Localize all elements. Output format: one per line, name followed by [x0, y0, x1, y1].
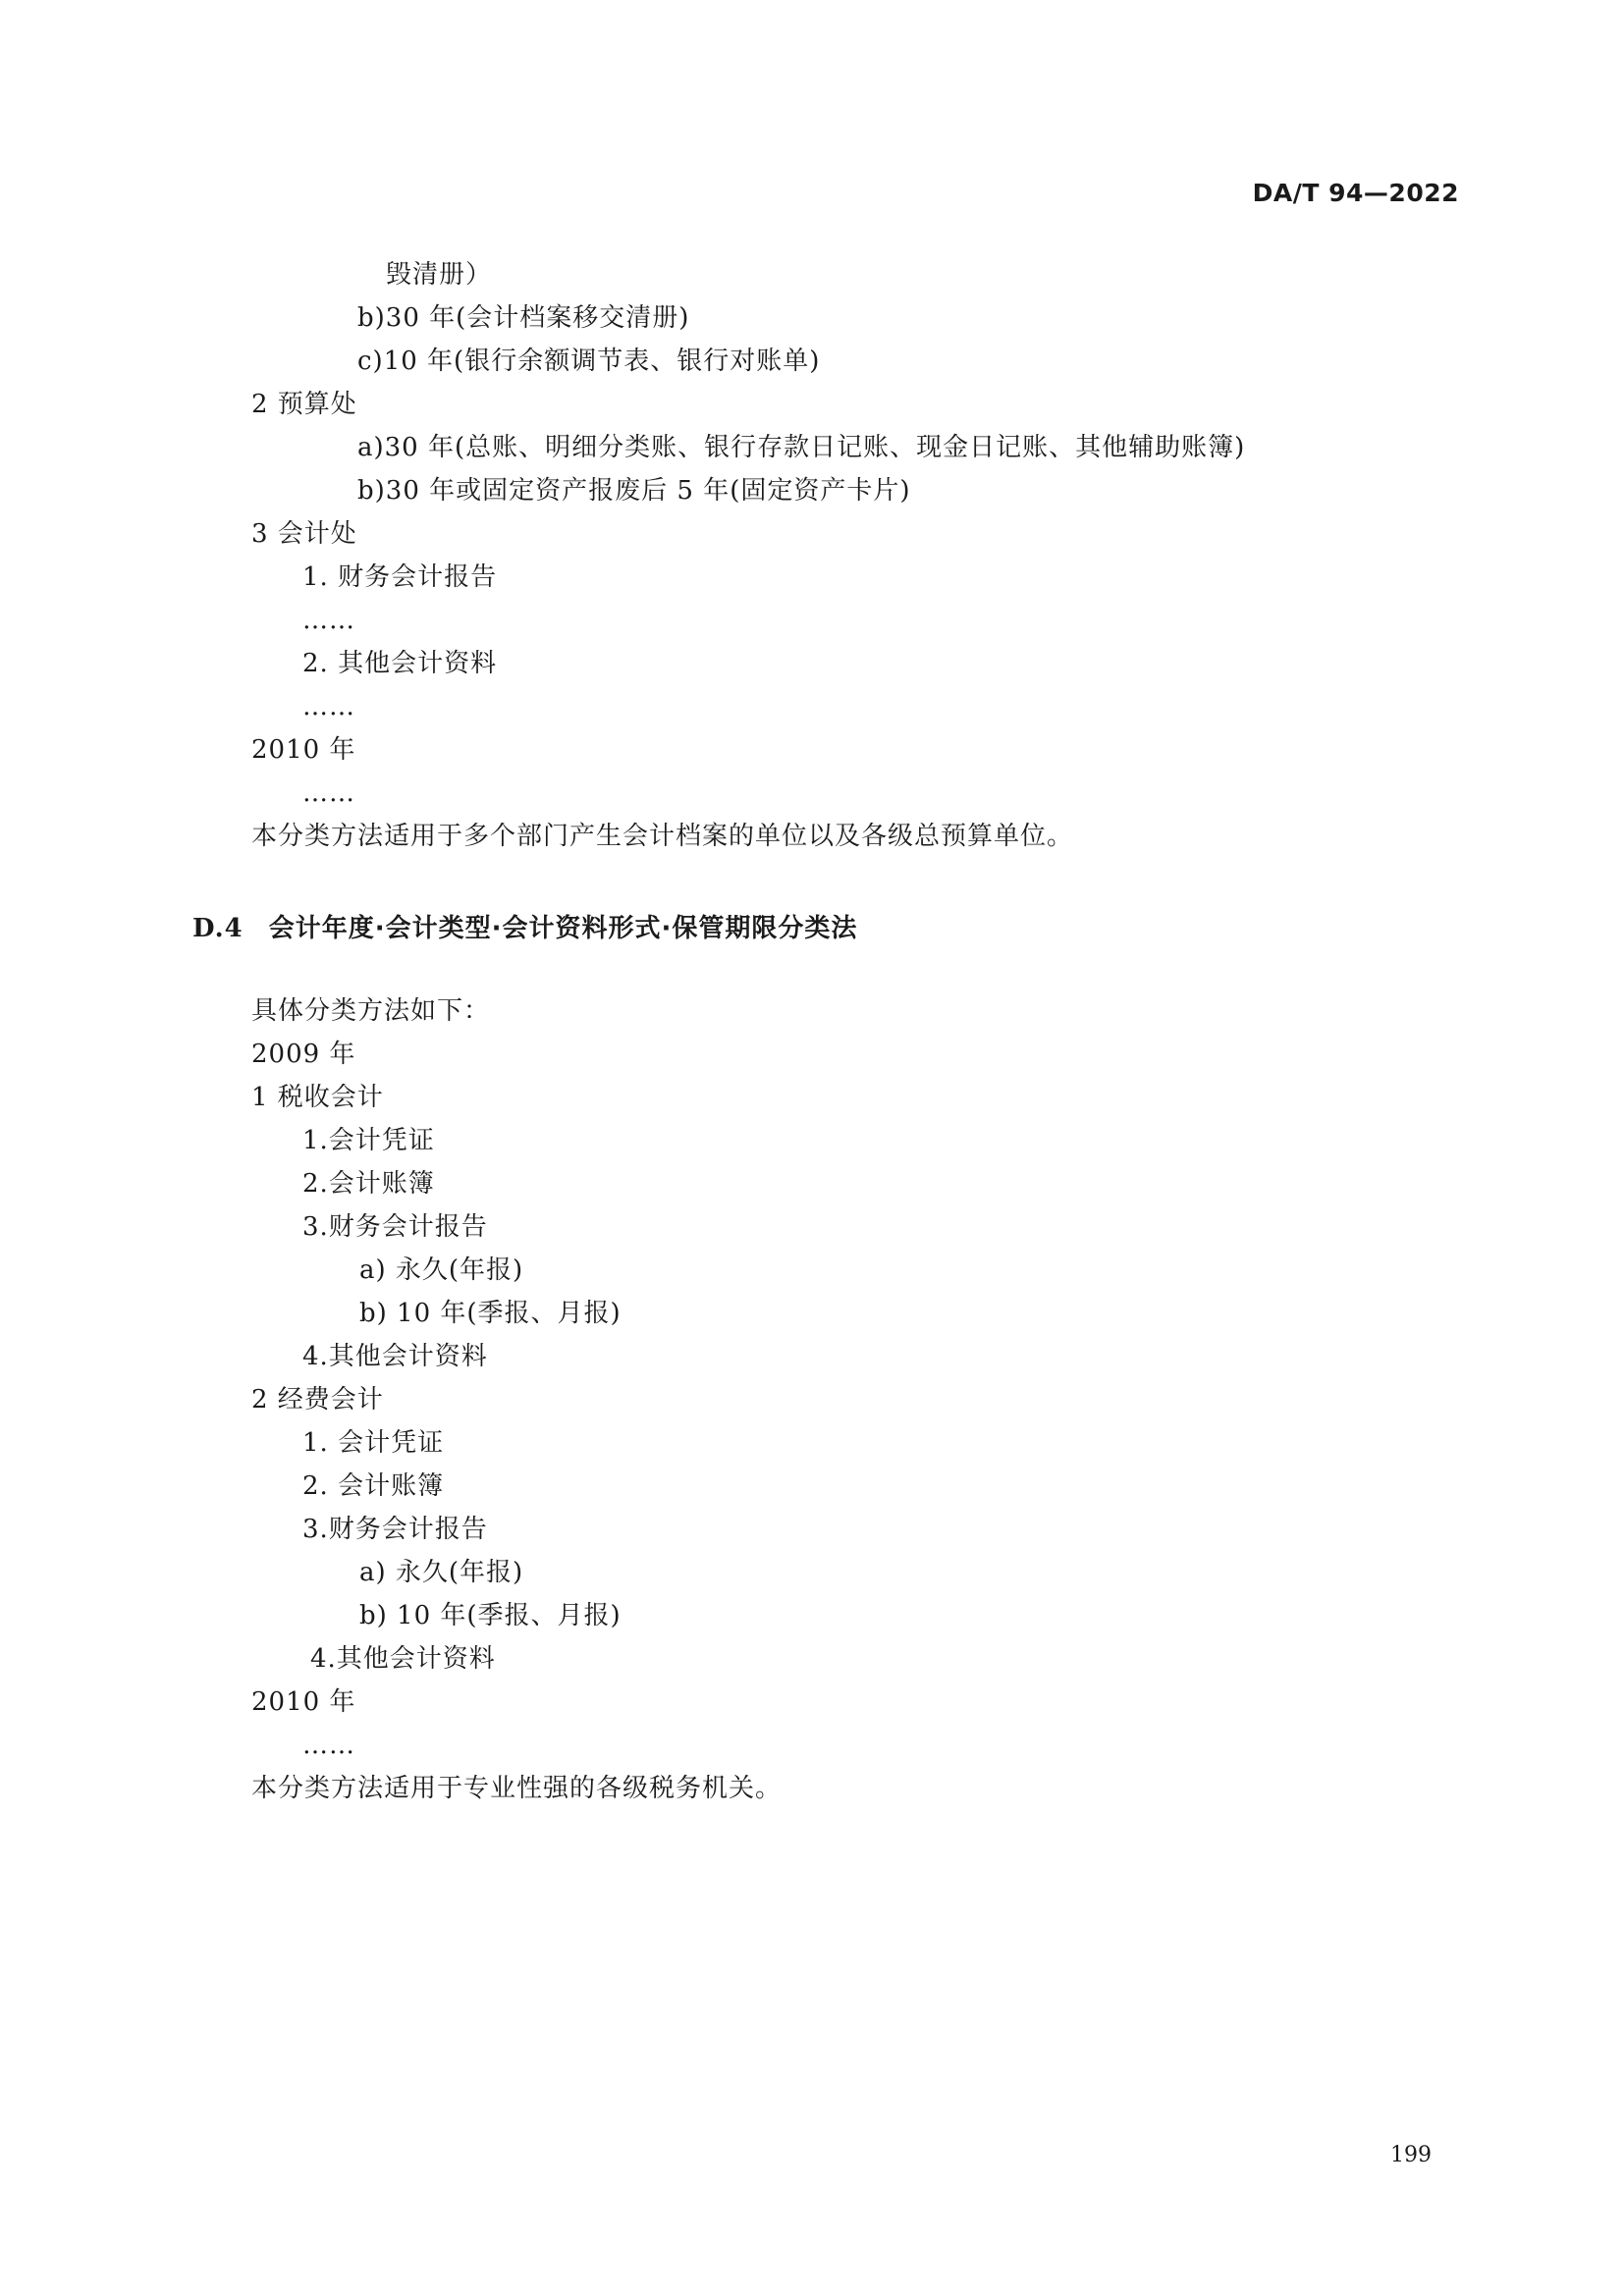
text-line: b) 10 年(季报、月报)	[359, 1601, 622, 1630]
text-line: b)30 年(会计档案移交清册)	[357, 303, 690, 333]
section-title: 会计年度·会计类型·会计资料形式·保管期限分类法	[268, 914, 858, 943]
text-line: 1.会计凭证	[302, 1126, 435, 1155]
page-number: 199	[1390, 2143, 1432, 2167]
text-line: 本分类方法适用于多个部门产生会计档案的单位以及各级总预算单位。	[251, 822, 1074, 851]
ellipsis: ……	[302, 692, 355, 721]
text-line: 4.其他会计资料	[302, 1342, 488, 1371]
document-code: DA/T 94—2022	[1252, 179, 1459, 207]
text-line: 本分类方法适用于专业性强的各级税务机关。	[251, 1774, 783, 1803]
ellipsis: ……	[302, 1731, 355, 1760]
text-line: 3.财务会计报告	[302, 1515, 488, 1544]
text-line: 2 经费会计	[251, 1385, 384, 1415]
section-number: D.4	[192, 914, 244, 943]
text-line: b) 10 年(季报、月报)	[359, 1299, 622, 1328]
text-line: c)10 年(银行余额调节表、银行对账单)	[357, 347, 821, 376]
text-line: 2009 年	[251, 1040, 356, 1069]
text-line: 具体分类方法如下：	[251, 996, 491, 1026]
section-heading	[192, 908, 857, 944]
text-line: 1 税收会计	[251, 1083, 384, 1112]
text-line: 2. 会计账簿	[302, 1471, 445, 1501]
text-line: b)30 年或固定资产报废后 5 年(固定资产卡片)	[357, 476, 911, 506]
text-line: 1. 财务会计报告	[302, 562, 498, 592]
text-line: 毁清册）	[386, 260, 493, 290]
text-line: 2010 年	[251, 735, 356, 765]
text-line: a)30 年(总账、明细分类账、银行存款日记账、现金日记账、其他辅助账簿)	[357, 433, 1246, 462]
text-line: 2010 年	[251, 1687, 356, 1717]
text-line: 2.会计账簿	[302, 1169, 435, 1199]
text-line: 1. 会计凭证	[302, 1428, 445, 1458]
text-line: 2. 其他会计资料	[302, 649, 498, 678]
text-line: 4.其他会计资料	[310, 1644, 496, 1674]
text-line: 2 预算处	[251, 390, 357, 419]
ellipsis: ……	[302, 778, 355, 808]
ellipsis: ……	[302, 606, 355, 635]
text-line: a) 永久(年报)	[359, 1558, 524, 1587]
text-line: 3 会计处	[251, 519, 357, 549]
text-line: 3.财务会计报告	[302, 1212, 488, 1242]
text-line: a) 永久(年报)	[359, 1255, 524, 1285]
